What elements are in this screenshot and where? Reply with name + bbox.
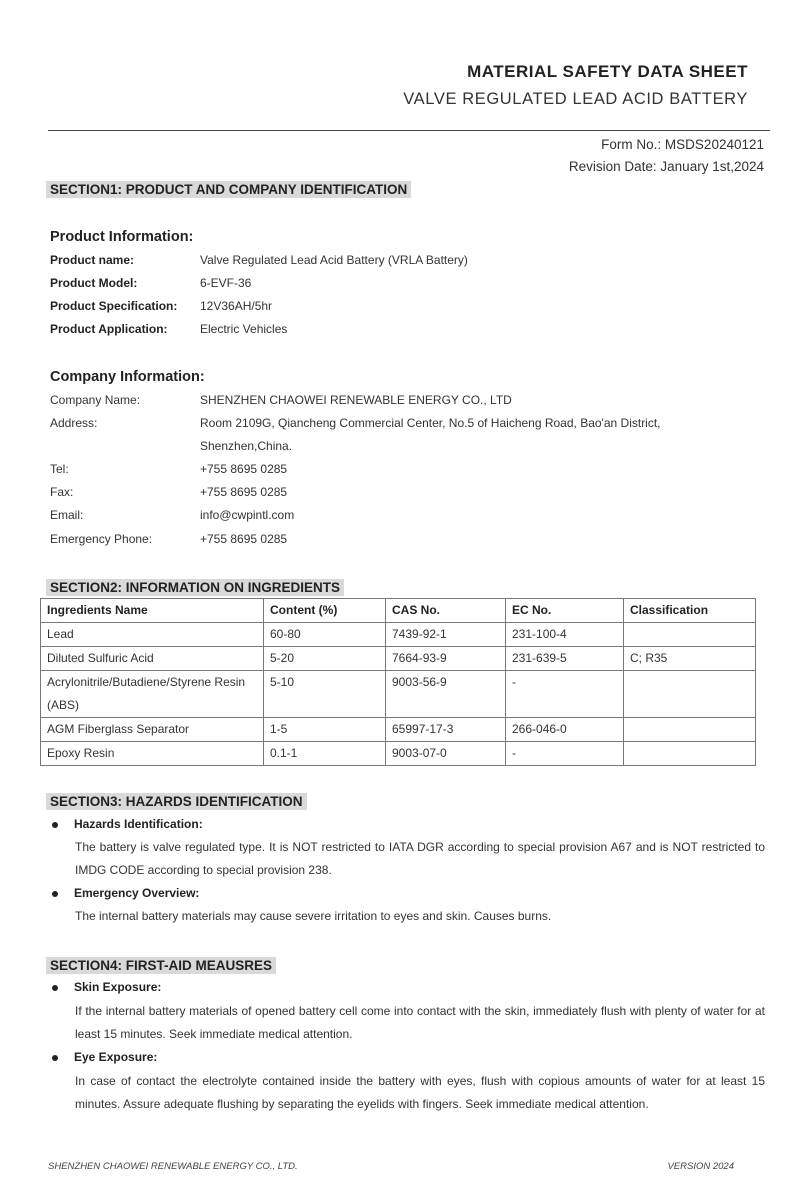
paragraph: In case of contact the electrolyte contained inside the battery with eyes, flush with copious amounts of water for at least 15 minutes. Assure adequate flushing by separating the eyelids with fingers. Seek immediate medical attention. xyxy=(75,1074,765,1112)
cell: C; R35 xyxy=(624,647,756,671)
table-row xyxy=(41,647,756,671)
company-row xyxy=(50,508,294,522)
cell: 1-5 xyxy=(264,718,386,742)
cell: 5-20 xyxy=(264,647,386,671)
column-header: CAS No. xyxy=(386,599,506,623)
label: Product Specification: xyxy=(50,299,178,313)
document-title: MATERIAL SAFETY DATA SHEET xyxy=(467,62,748,81)
label: Tel: xyxy=(50,462,69,476)
value: Electric Vehicles xyxy=(200,322,288,336)
label: Email: xyxy=(50,508,84,522)
value: Shenzhen,China. xyxy=(200,439,293,453)
company-row xyxy=(50,416,661,430)
footer-company: SHENZHEN CHAOWEI RENEWABLE ENERGY CO., LTD. xyxy=(48,1161,298,1172)
column-header: Ingredients Name xyxy=(41,599,264,623)
bullet-heading: Eye Exposure: xyxy=(52,1050,157,1064)
cell: - xyxy=(506,671,624,718)
label: Product Model: xyxy=(50,276,138,290)
label: Emergency Phone: xyxy=(50,532,153,546)
label: Company Name: xyxy=(50,393,141,407)
value: Valve Regulated Lead Acid Battery (VRLA Battery) xyxy=(200,253,468,267)
column-header: Classification xyxy=(624,599,756,623)
label: Fax: xyxy=(50,485,74,499)
cell: 231-639-5 xyxy=(506,647,624,671)
value: +755 8695 0285 xyxy=(200,532,288,546)
section2-heading: SECTION2: INFORMATION ON INGREDIENTS xyxy=(46,579,344,596)
form-number: Form No.: MSDS20240121 xyxy=(601,137,764,152)
cell: 60-80 xyxy=(264,623,386,647)
paragraph: The internal battery materials may cause severe irritation to eyes and skin. Causes burns. xyxy=(75,909,552,923)
cell: 5-10 xyxy=(264,671,386,718)
company-row xyxy=(50,393,512,407)
bullet-icon xyxy=(52,1055,58,1061)
value: Room 2109G, Qiancheng Commercial Center, No.5 of Haicheng Road, Bao'an District, xyxy=(200,416,661,430)
paragraph: If the internal battery materials of opened battery cell come into contact with the skin, immediately flush with plenty of water for at least 15 minutes. Seek immediate medical attention. xyxy=(75,1004,765,1042)
table-row xyxy=(41,718,756,742)
bullet-icon xyxy=(52,891,58,897)
product-row xyxy=(50,253,468,267)
column-header: EC No. xyxy=(506,599,624,623)
company-info-heading: Company Information: xyxy=(50,369,205,385)
label: Product Application: xyxy=(50,322,168,336)
ingredients-table xyxy=(40,598,756,766)
cell: AGM Fiberglass Separator xyxy=(41,718,264,742)
cell: 9003-56-9 xyxy=(386,671,506,718)
product-info-heading: Product Information: xyxy=(50,229,194,245)
footer-version: VERSION 2024 xyxy=(667,1161,734,1172)
company-row xyxy=(50,485,287,499)
column-header: Content (%) xyxy=(264,599,386,623)
value: SHENZHEN CHAOWEI RENEWABLE ENERGY CO., LTD xyxy=(200,393,512,407)
value: 6-EVF-36 xyxy=(200,276,252,290)
table-row xyxy=(41,623,756,647)
cell xyxy=(624,623,756,647)
cell: Acrylonitrile/Butadiene/Styrene Resin (ABS) xyxy=(41,671,264,718)
cell: Diluted Sulfuric Acid xyxy=(41,647,264,671)
value: 12V36AH/5hr xyxy=(200,299,273,313)
table-header-row xyxy=(41,599,756,623)
table-row xyxy=(41,671,756,718)
value: +755 8695 0285 xyxy=(200,485,288,499)
label: Product name: xyxy=(50,253,135,267)
bullet-heading: Hazards Identification: xyxy=(52,817,203,831)
cell: Epoxy Resin xyxy=(41,742,264,766)
cell: 0.1-1 xyxy=(264,742,386,766)
revision-date: Revision Date: January 1st,2024 xyxy=(568,159,764,174)
paragraph: The battery is valve regulated type. It is NOT restricted to IATA DGR according to special provision A67 and is NOT restricted to IMDG CODE according to special provision 238. xyxy=(75,840,765,878)
bullet-icon xyxy=(52,985,58,991)
product-row xyxy=(50,276,251,290)
cell: 7439-92-1 xyxy=(386,623,506,647)
section1-heading: SECTION1: PRODUCT AND COMPANY IDENTIFICATION xyxy=(46,181,411,198)
document-subtitle: VALVE REGULATED LEAD ACID BATTERY xyxy=(403,90,748,108)
header-divider xyxy=(48,130,770,131)
cell: 9003-07-0 xyxy=(386,742,506,766)
section3-heading: SECTION3: HAZARDS IDENTIFICATION xyxy=(46,793,307,810)
bullet-icon xyxy=(52,822,58,828)
cell: 7664-93-9 xyxy=(386,647,506,671)
product-row xyxy=(50,299,272,313)
value: info@cwpintl.com xyxy=(200,508,295,522)
cell: - xyxy=(506,742,624,766)
product-row xyxy=(50,322,287,336)
section4-heading: SECTION4: FIRST-AID MEAUSRES xyxy=(46,957,276,974)
company-row xyxy=(50,439,292,453)
cell xyxy=(624,742,756,766)
cell: 65997-17-3 xyxy=(386,718,506,742)
cell xyxy=(624,671,756,718)
cell: 266-046-0 xyxy=(506,718,624,742)
company-row xyxy=(50,462,287,476)
value: +755 8695 0285 xyxy=(200,462,288,476)
table-row xyxy=(41,742,756,766)
cell: 231-100-4 xyxy=(506,623,624,647)
bullet-heading: Skin Exposure: xyxy=(52,980,161,994)
cell: Lead xyxy=(41,623,264,647)
cell xyxy=(624,718,756,742)
label: Address: xyxy=(50,416,98,430)
bullet-heading: Emergency Overview: xyxy=(52,886,199,900)
company-row xyxy=(50,532,287,546)
